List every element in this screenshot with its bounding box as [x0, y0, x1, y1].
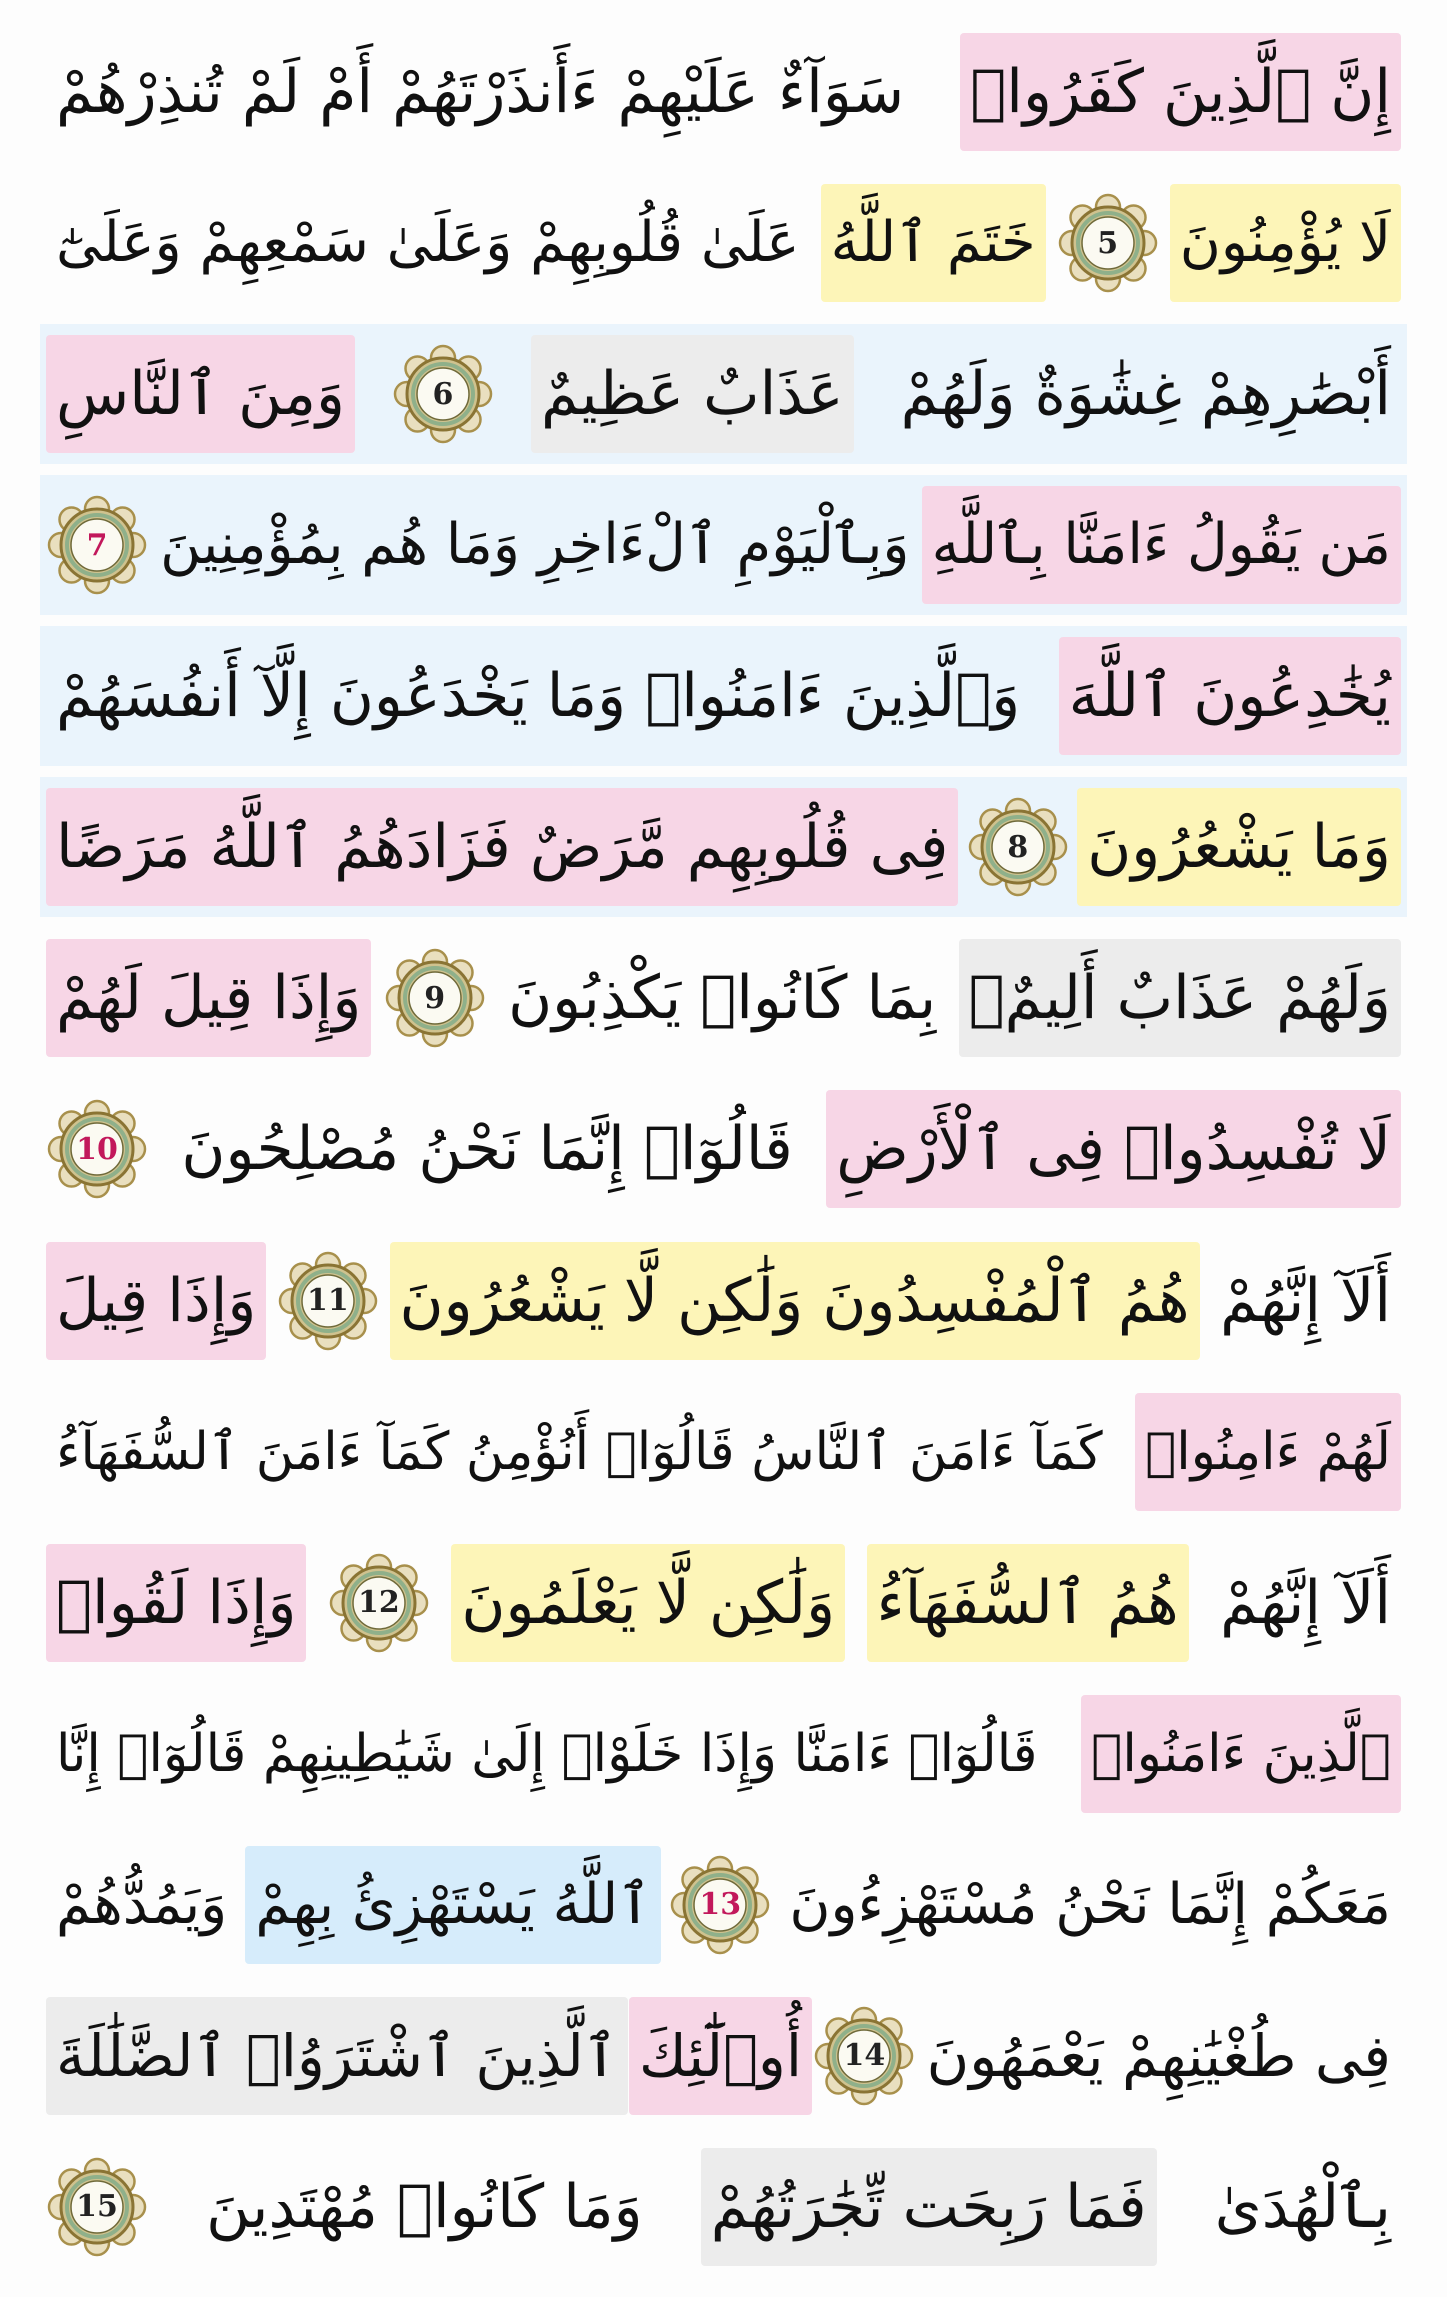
ayah-number: 15 — [76, 2189, 118, 2225]
highlighted-phrase: وَمِنَ ٱلنَّاسِ — [46, 335, 355, 453]
ayah-number-marker — [328, 1552, 430, 1654]
text-line — [40, 324, 1407, 464]
highlighted-phrase: وَإِذَا قِيلَ لَهُمْ — [46, 939, 371, 1057]
highlighted-phrase: فِى قُلُوبِهِم مَّرَضٌ فَزَادَهُمُ ٱللَّهُ مَرَضًا — [46, 788, 958, 906]
ayah-number-marker — [46, 494, 148, 596]
verse-text: سَوَآءٌ عَلَيْهِمْ ءَأَنذَرْتَهُمْ أَمْ لَمْ تُنذِرْهُمْ — [56, 57, 905, 127]
ayah-number-marker — [967, 796, 1069, 898]
highlighted-phrase: هُمُ ٱلْمُفْسِدُونَ وَلَٰكِن لَّا يَشْعُرُونَ — [390, 1242, 1200, 1360]
highlighted-phrase: عَذَابٌ عَظِيمٌ — [531, 335, 854, 453]
ayah-number-marker — [46, 2156, 148, 2258]
verse-text: وَبِٱلْيَوْمِ ٱلْءَاخِرِ وَمَا هُم بِمُؤْمِنِينَ — [160, 512, 910, 578]
text-line — [40, 1231, 1407, 1371]
text-line — [40, 22, 1407, 162]
ayah-number: 8 — [1007, 829, 1029, 865]
ayah-number-marker — [277, 1250, 379, 1352]
verse-text: بِٱلْهُدَىٰ — [1214, 2171, 1391, 2242]
highlighted-phrase: ٱلَّذِينَ ءَامَنُوا۟ — [1081, 1695, 1401, 1813]
ayah-number: 7 — [86, 527, 108, 563]
highlighted-phrase: إِنَّ ٱلَّذِينَ كَفَرُوا۟ — [960, 33, 1401, 151]
highlighted-phrase: وَلَٰكِن لَّا يَعْلَمُونَ — [451, 1544, 845, 1662]
verse-text: فِى طُغْيَٰنِهِمْ يَعْمَهُونَ — [926, 2021, 1391, 2090]
highlighted-phrase: وَلَهُمْ عَذَابٌ أَلِيمٌۢ — [959, 939, 1401, 1057]
highlighted-phrase: ٱلَّذِينَ ٱشْتَرَوُا۟ ٱلضَّلَٰلَةَ — [46, 1997, 628, 2115]
ayah-number-marker — [46, 1098, 148, 1200]
highlighted-phrase: خَتَمَ ٱللَّهُ — [821, 184, 1046, 302]
highlighted-phrase: لَا يُؤْمِنُونَ — [1170, 184, 1401, 302]
highlighted-phrase: وَإِذَا لَقُوا۟ — [46, 1544, 306, 1662]
highlighted-phrase: أُو۟لَٰٓئِكَ — [629, 1997, 812, 2115]
verse-text: أَلَآ إِنَّهُمْ — [1220, 1567, 1391, 1638]
ayah-number: 10 — [76, 1131, 118, 1167]
verse-text: قَالُوٓا۟ ءَامَنَّا وَإِذَا خَلَوْا۟ إِلَىٰ شَيَٰطِينِهِمْ قَالُوٓا۟ إِنَّا — [56, 1723, 1038, 1784]
verse-text: مَعَكُمْ إِنَّمَا نَحْنُ مُسْتَهْزِءُونَ — [789, 1871, 1391, 1937]
text-line — [40, 1986, 1407, 2126]
highlighted-phrase: وَمَا يَشْعُرُونَ — [1077, 788, 1401, 906]
text-line — [40, 777, 1407, 917]
verse-text: وَمَا كَانُوا۟ مُهْتَدِينَ — [206, 2171, 643, 2242]
ayah-number-marker — [392, 343, 494, 445]
highlighted-phrase: هُمُ ٱلسُّفَهَآءُ — [867, 1544, 1189, 1662]
ayah-number: 12 — [358, 1585, 400, 1621]
text-line — [40, 928, 1407, 1068]
ayah-number: 14 — [843, 2038, 886, 2074]
text-line — [40, 1079, 1407, 1219]
verse-text: بِمَا كَانُوا۟ يَكْذِبُونَ — [508, 963, 937, 1034]
ayah-number-marker — [384, 947, 486, 1049]
highlighted-phrase: يُخَٰدِعُونَ ٱللَّهَ — [1059, 637, 1401, 755]
verse-text: قَالُوٓا۟ إِنَّمَا نَحْنُ مُصْلِحُونَ — [181, 1114, 793, 1185]
verse-text: وَٱلَّذِينَ ءَامَنُوا۟ وَمَا يَخْدَعُونَ إِلَّآ أَنفُسَهُمْ — [56, 661, 1021, 732]
text-line — [40, 1533, 1407, 1673]
highlighted-phrase: ٱللَّهُ يَسْتَهْزِئُ بِهِمْ — [245, 1846, 661, 1964]
text-line — [40, 1835, 1407, 1975]
text-line — [40, 1382, 1407, 1522]
text-line — [40, 173, 1407, 313]
ayah-number: 11 — [307, 1283, 349, 1318]
text-line — [40, 1684, 1407, 1824]
highlighted-phrase: لَا تُفْسِدُوا۟ فِى ٱلْأَرْضِ — [826, 1090, 1401, 1208]
ayah-number-marker — [813, 2005, 915, 2107]
ayah-number: 9 — [424, 980, 446, 1016]
ayah-number: 5 — [1097, 225, 1119, 261]
verse-text: أَبْصَٰرِهِمْ غِشَٰوَةٌ وَلَهُمْ — [900, 359, 1391, 430]
verse-text: أَلَآ إِنَّهُمْ — [1220, 1265, 1391, 1336]
text-line — [40, 626, 1407, 766]
verse-text: كَمَآ ءَامَنَ ٱلنَّاسُ قَالُوٓا۟ أَنُؤْمِنُ كَمَآ ءَامَنَ ٱلسُّفَهَآءُ — [56, 1421, 1103, 1482]
text-line — [40, 2137, 1407, 2277]
ayah-number-marker — [669, 1854, 771, 1956]
highlighted-phrase: وَإِذَا قِيلَ — [46, 1242, 266, 1360]
ayah-number: 13 — [699, 1887, 742, 1923]
ayah-number-marker — [1057, 192, 1159, 294]
highlighted-phrase: فَمَا رَبِحَت تِّجَٰرَتُهُمْ — [701, 2148, 1157, 2266]
highlighted-phrase: لَهُمْ ءَامِنُوا۟ — [1135, 1393, 1401, 1511]
text-line — [40, 475, 1407, 615]
verse-text: عَلَىٰ قُلُوبِهِمْ وَعَلَىٰ سَمْعِهِمْ وَعَلَىٰٓ — [56, 210, 800, 276]
verse-text: وَيَمُدُّهُمْ — [56, 1871, 228, 1937]
highlighted-phrase: مَن يَقُولُ ءَامَنَّا بِٱللَّهِ — [922, 486, 1401, 604]
ayah-number: 6 — [432, 376, 454, 412]
